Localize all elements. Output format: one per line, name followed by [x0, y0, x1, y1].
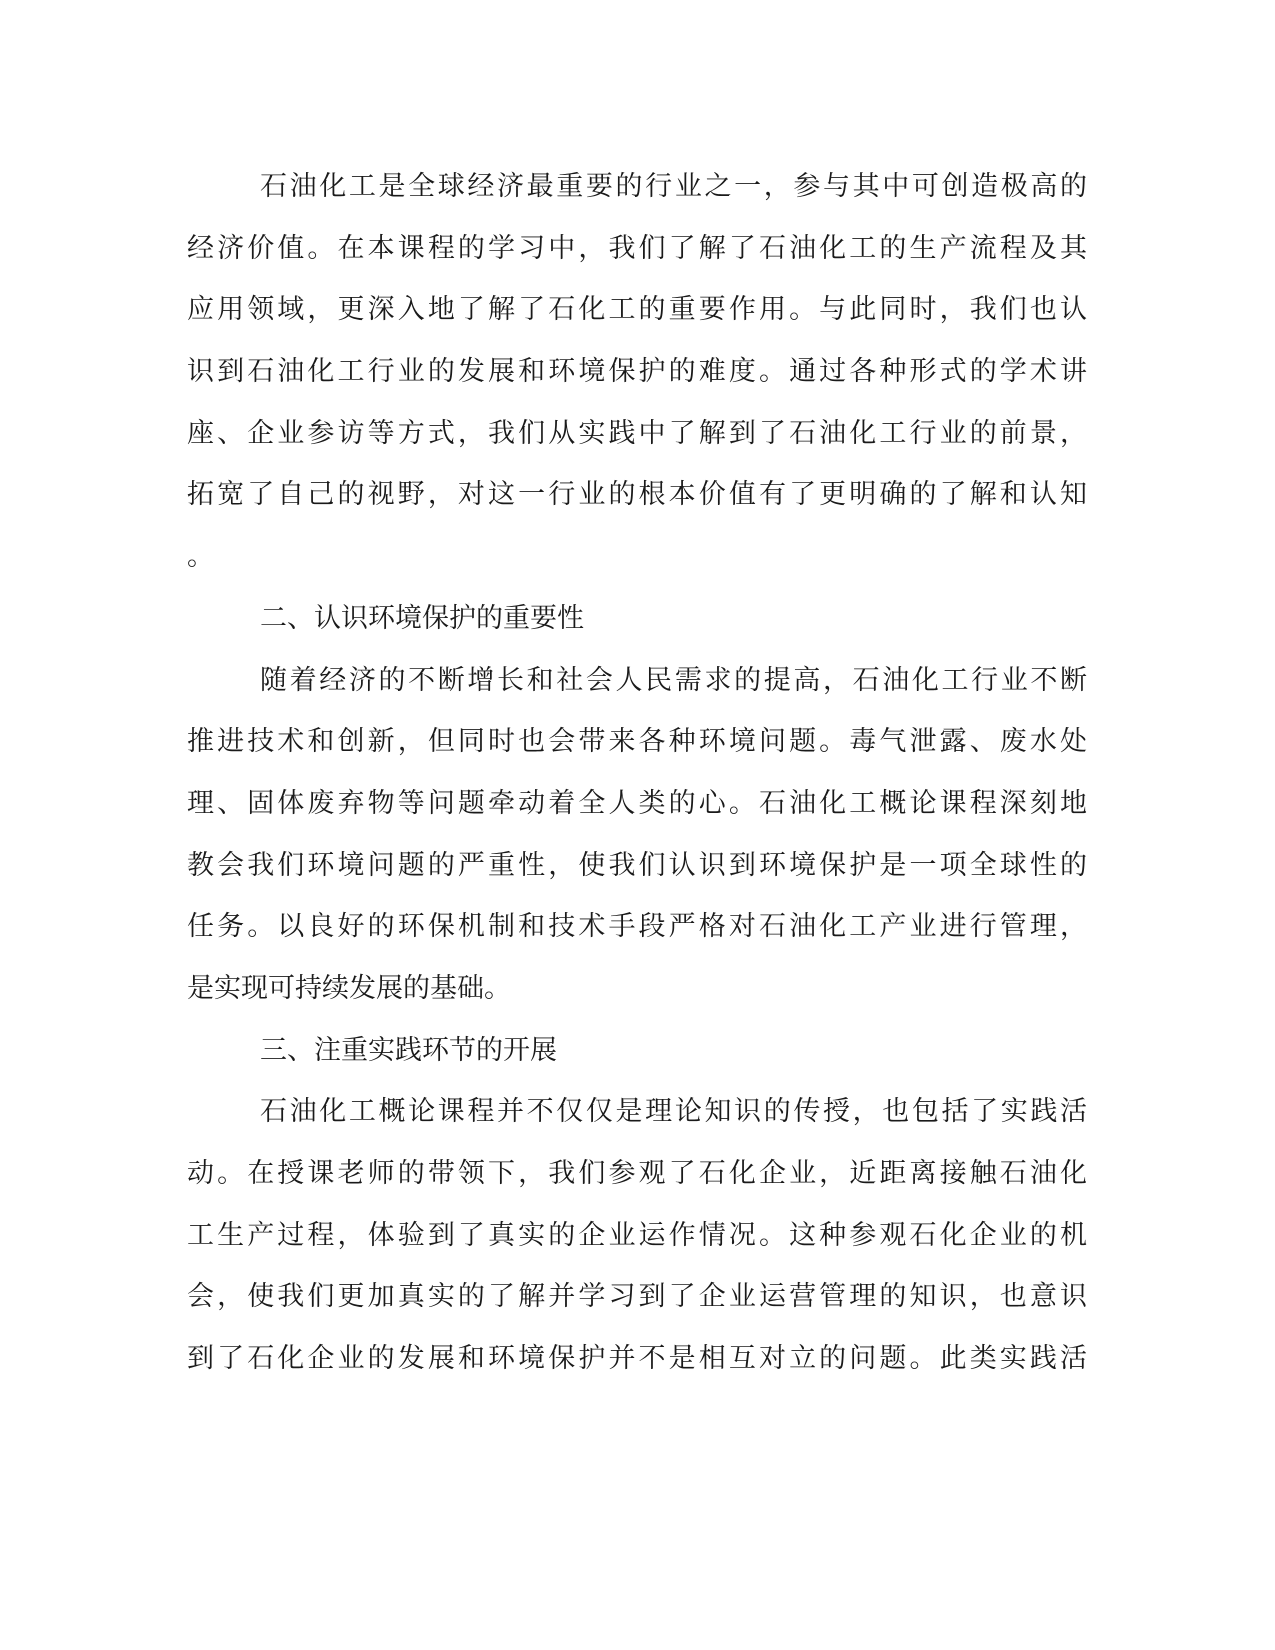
text-line: 教会我们环境问题的严重性，使我们认识到环境保护是一项全球性的 — [187, 849, 1087, 881]
text-line: 经济价值。在本课程的学习中，我们了解了石油化工的生产流程及其 — [187, 232, 1087, 264]
text-line: 随着经济的不断增长和社会人民需求的提高，石油化工行业不断 — [260, 664, 1087, 696]
text-line: 应用领域，更深入地了解了石化工的重要作用。与此同时，我们也认 — [187, 294, 1087, 326]
section-heading-environment: 二、认识环境保护的重要性 — [260, 602, 584, 634]
text-line: 动。在授课老师的带领下，我们参观了石化企业，近距离接触石油化 — [187, 1158, 1087, 1189]
text-line: 任务。以良好的环保机制和技术手段严格对石油化工产业进行管理， — [187, 911, 1087, 943]
document-body — [187, 156, 1087, 1390]
text-line: 石油化工概论课程并不仅仅是理论知识的传授，也包括了实践活 — [260, 1096, 1087, 1128]
text-line: 到了石化企业的发展和环境保护并不是相互对立的问题。此类实践活 — [187, 1343, 1087, 1375]
paragraph-practice — [187, 1081, 1087, 1389]
paragraph-intro — [187, 156, 1087, 588]
text-line: 。 — [187, 541, 214, 573]
text-line: 识到石油化工行业的发展和环境保护的难度。通过各种形式的学术讲 — [187, 356, 1087, 388]
text-line: 座、企业参访等方式，我们从实践中了解到了石油化工行业的前景， — [187, 417, 1087, 449]
text-line: 工生产过程，体验到了真实的企业运作情况。这种参观石化企业的机 — [187, 1219, 1087, 1251]
paragraph-environment — [187, 650, 1087, 1020]
text-line: 拓宽了自己的视野，对这一行业的根本价值有了更明确的了解和认知 — [187, 479, 1087, 511]
text-line: 会，使我们更加真实的了解并学习到了企业运营管理的知识，也意识 — [187, 1281, 1087, 1313]
text-line: 是实现可持续发展的基础。 — [187, 972, 511, 1004]
text-line: 理、固体废弃物等问题牵动着全人类的心。石油化工概论课程深刻地 — [187, 787, 1087, 819]
section-heading-practice: 三、注重实践环节的开展 — [260, 1034, 557, 1066]
text-line: 石油化工是全球经济最重要的行业之一，参与其中可创造极高的 — [260, 171, 1087, 202]
text-line: 推进技术和创新，但同时也会带来各种环境问题。毒气泄露、废水处 — [187, 726, 1087, 758]
